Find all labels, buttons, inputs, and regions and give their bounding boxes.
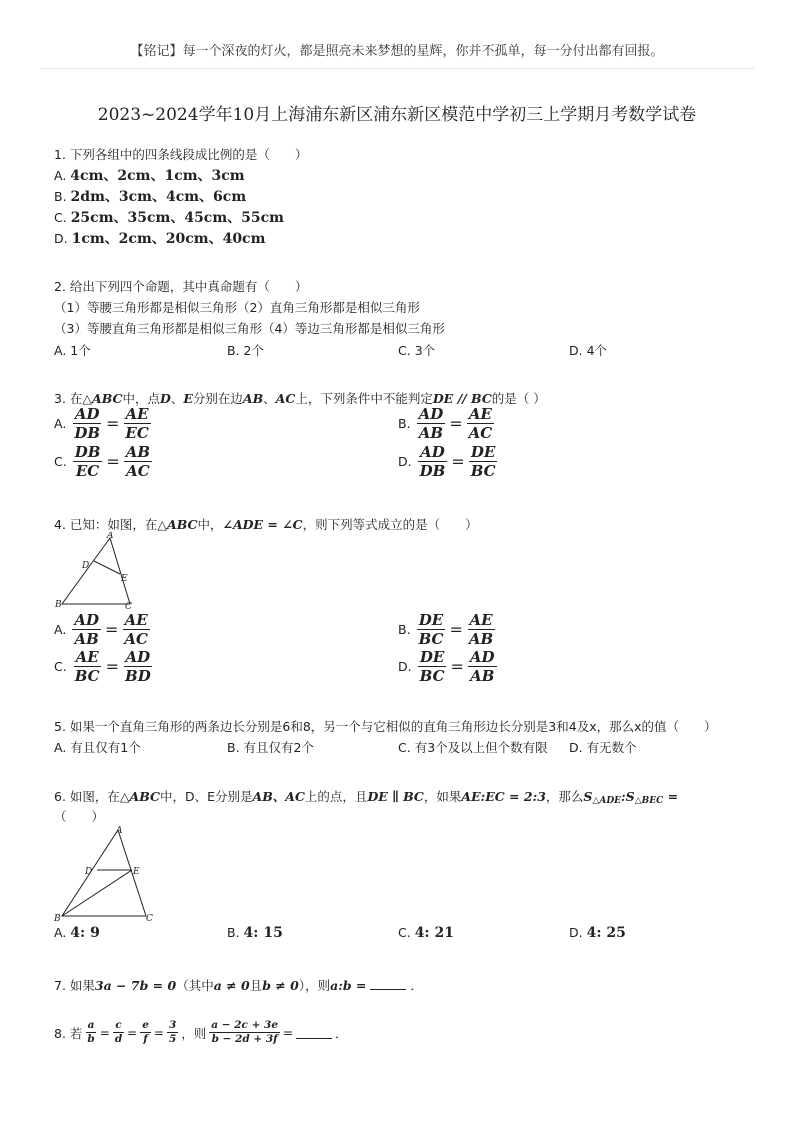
option-label: A.: [54, 343, 67, 358]
equals-sign: =: [127, 1025, 138, 1040]
answer-blank[interactable]: [296, 1027, 332, 1039]
numerator: c: [115, 1019, 122, 1031]
q2-option-a[interactable]: [54, 341, 91, 359]
option-label: C.: [398, 740, 411, 755]
denominator: f: [143, 1033, 148, 1045]
q3-option-c[interactable]: [54, 444, 152, 479]
fraction: [418, 649, 447, 684]
q2-option-c[interactable]: [398, 341, 435, 359]
q6-stem-math: :: [621, 789, 626, 804]
numerator: AD: [418, 405, 444, 423]
q7-stem: [54, 976, 423, 994]
q3-stem-math: E: [183, 391, 193, 406]
q3-stem-math: AB: [242, 391, 264, 406]
header-divider: [40, 68, 754, 69]
q5-stem: 5. 如果一个直角三角形的两条边长分别是6和8，另一个与它相似的直角三角形边长分别是3和4及x，那么x的值（ ）: [54, 719, 717, 734]
option-text: 4: 25: [586, 925, 626, 941]
option-label: D.: [569, 343, 583, 358]
q2-option-d[interactable]: [569, 341, 607, 359]
page-title: 2023~2024学年10月上海浦东新区浦东新区模范中学初三上学期月考数学试卷: [97, 105, 697, 125]
q7-math: a ≠ 0: [213, 978, 250, 993]
q4-triangle-figure: [54, 532, 144, 612]
equals-sign: =: [450, 657, 464, 676]
denominator: BC: [470, 462, 496, 480]
option-text: 4个: [586, 343, 608, 358]
option-label: A.: [54, 168, 67, 183]
vertex-label-b: B: [55, 600, 62, 610]
option-text: 3个: [414, 343, 436, 358]
fraction: [72, 406, 102, 441]
q6-stem-text: 上的点，且: [304, 789, 368, 804]
option-label: A.: [54, 622, 67, 637]
q7-math: a:b =: [330, 978, 367, 993]
segment-de: [94, 561, 120, 574]
q1-option-d[interactable]: [54, 228, 265, 248]
option-label: D.: [569, 925, 583, 940]
denominator: b: [87, 1033, 95, 1045]
denominator: DB: [419, 462, 446, 480]
q4-stem: [54, 515, 478, 533]
numerator: AE: [124, 611, 148, 629]
q6-triangle-figure: [54, 824, 159, 924]
q6-stem-text: ，那么: [545, 789, 584, 804]
denominator: AC: [126, 462, 150, 480]
q3-option-b[interactable]: [398, 406, 494, 441]
fraction: [418, 444, 448, 479]
option-label: D.: [398, 659, 412, 674]
q6-stem-text: 中，D、E分别是: [159, 789, 253, 804]
q6-stem-math: S: [583, 789, 593, 804]
q4-option-b[interactable]: [398, 612, 495, 647]
q2-option-b[interactable]: [227, 341, 264, 359]
numerator: AE: [75, 648, 99, 666]
q2-line-2: （3）等腰直角三角形都是相似三角形（4）等边三角形都是相似三角形: [54, 321, 445, 336]
q5-option-c[interactable]: [398, 738, 548, 756]
vertex-label-a: A: [107, 532, 114, 541]
equals-sign: =: [153, 1025, 164, 1040]
denominator: AC: [124, 630, 148, 648]
q5-option-a[interactable]: [54, 738, 141, 756]
q3-stem-math: DE // BC: [432, 391, 492, 406]
numerator: AD: [125, 648, 151, 666]
option-label: B.: [227, 343, 240, 358]
option-label: C.: [398, 343, 411, 358]
numerator: a: [87, 1019, 95, 1031]
q4-stem-text: ，则下列等式成立的是（ ）: [302, 517, 478, 532]
option-label: B.: [398, 416, 411, 431]
q8-stem: [54, 1020, 348, 1045]
q8-text: 8. 若: [54, 1025, 83, 1041]
equals-sign: =: [105, 657, 120, 676]
vertex-label-c: C: [146, 914, 153, 924]
numerator: e: [142, 1019, 149, 1031]
option-text: 2个: [243, 343, 264, 358]
q6-option-d[interactable]: [569, 925, 626, 941]
numerator: DE: [419, 648, 445, 666]
numerator: AD: [420, 443, 445, 461]
denominator: d: [114, 1033, 123, 1045]
q6-stem: [54, 787, 678, 806]
numerator: 3: [168, 1019, 177, 1031]
option-label: D.: [54, 231, 68, 246]
numerator: AE: [125, 405, 149, 423]
denominator: AC: [468, 424, 493, 442]
header-motto: 【铭记】每一个深夜的灯火，都是照亮未来梦想的星辉，你并不孤单，每一分付出都有回报。: [130, 44, 664, 59]
denominator: AB: [74, 630, 99, 648]
q4-stem-text: 中，: [197, 517, 223, 532]
numerator: DE: [418, 611, 444, 629]
fraction: [113, 1020, 124, 1045]
q4-stem-math: ABC: [167, 517, 198, 532]
option-label: B.: [54, 189, 67, 204]
q6-stem-math: S: [625, 789, 635, 804]
numerator: a − 2c + 3e: [211, 1019, 279, 1031]
vertex-label-c: C: [125, 602, 132, 612]
q6-option-a[interactable]: [54, 925, 100, 941]
option-text: 4cm、2cm、1cm、3cm: [70, 168, 245, 184]
q3-option-a[interactable]: [54, 406, 151, 441]
option-text: 4: 21: [414, 925, 454, 941]
q4-stem-text: 4. 已知：如图，在△: [54, 517, 168, 532]
q4-option-d[interactable]: [398, 649, 497, 684]
fraction: [167, 1020, 178, 1045]
numerator: AD: [469, 648, 495, 666]
denominator: AB: [470, 667, 495, 685]
denominator: EC: [125, 424, 149, 442]
triangle-abc: [62, 538, 130, 604]
denominator: BC: [419, 667, 445, 685]
q3-stem-math: ABC: [92, 391, 123, 406]
equals-sign: =: [104, 620, 119, 639]
q3-stem-text: 上，下列条件中不能判定: [295, 391, 433, 406]
q7-text: （其中: [176, 978, 214, 993]
denominator: AB: [418, 424, 444, 442]
numerator: AD: [74, 611, 99, 629]
q1-option-c[interactable]: [54, 207, 284, 227]
q3-stem-text: 、: [170, 391, 184, 406]
point-label-e: E: [133, 867, 140, 877]
numerator: AE: [469, 611, 493, 629]
fraction: [124, 444, 152, 479]
point-label-e: E: [121, 574, 128, 584]
option-label: A.: [54, 740, 67, 755]
q5-option-d[interactable]: [569, 738, 637, 756]
option-label: C.: [54, 659, 67, 674]
equals-sign: =: [106, 452, 120, 471]
option-label: D.: [398, 454, 412, 469]
q3-stem-math: D: [159, 391, 171, 406]
q2-stem: 2. 给出下列四个命题，其中真命题有（ ）: [54, 279, 308, 294]
equals-sign: =: [106, 414, 120, 433]
fraction: [140, 1020, 151, 1045]
equals-sign: =: [451, 452, 465, 471]
q3-stem-text: 分别在边: [192, 391, 243, 406]
q3-stem-text: 3. 在△: [54, 391, 93, 406]
denominator: BC: [418, 630, 444, 648]
option-label: C.: [54, 210, 67, 225]
q1-stem: 1. 下列各组中的四条线段成比例的是（ ）: [54, 147, 308, 162]
option-text: 1cm、2cm、20cm、40cm: [71, 231, 266, 247]
q7-text: 且: [249, 978, 263, 993]
option-label: B.: [227, 740, 240, 755]
option-label: C.: [54, 454, 67, 469]
q3-stem-math: AC: [275, 391, 296, 406]
fraction: [209, 1020, 280, 1045]
fraction: [468, 649, 497, 684]
q6-stem-math: △BEC: [634, 796, 664, 806]
numerator: AE: [468, 405, 492, 423]
fraction: [467, 612, 495, 647]
option-label: B.: [398, 622, 411, 637]
numerator: DE: [470, 443, 496, 461]
q6-option-b[interactable]: [227, 925, 283, 941]
q4-option-c[interactable]: [54, 649, 153, 684]
segment-be: [62, 870, 132, 916]
fraction: [417, 612, 446, 647]
denominator: DB: [74, 424, 100, 442]
numerator: DB: [74, 443, 101, 461]
option-text: 有无数个: [586, 740, 637, 755]
q7-text: ），则: [298, 978, 331, 993]
q8-text: ，则: [181, 1025, 207, 1041]
fraction: [469, 444, 498, 479]
q6-stem-math: AE:EC = 2:3: [461, 789, 546, 804]
fraction: [123, 649, 153, 684]
option-label: D.: [569, 740, 583, 755]
q7-text: ．: [410, 978, 423, 993]
q3-stem-text: 的是（ ）: [491, 391, 546, 406]
denominator: AB: [468, 630, 494, 648]
q4-stem-math: ∠ADE = ∠C: [222, 517, 303, 532]
q6-stem-math: AB、AC: [252, 789, 305, 804]
option-text: 有且仅有1个: [70, 740, 141, 755]
q1-option-b[interactable]: [54, 186, 246, 206]
option-text: 有3个及以上但个数有限: [414, 740, 548, 755]
option-text: 有且仅有2个: [243, 740, 314, 755]
q6-stem-math: =: [663, 789, 679, 804]
numerator: AB: [125, 443, 151, 461]
option-text: 25cm、35cm、45cm、55cm: [70, 210, 284, 226]
q6-stem-math: △ADE: [592, 796, 622, 806]
fraction: [72, 612, 101, 647]
denominator: BC: [74, 667, 100, 685]
equals-sign: =: [449, 620, 463, 639]
q5-option-b[interactable]: [227, 738, 314, 756]
option-text: 2dm、3cm、4cm、6cm: [70, 189, 247, 205]
q6-stem-text: 6. 如图，在△: [54, 789, 130, 804]
point-label-d: D: [82, 561, 90, 571]
option-label: B.: [227, 925, 240, 940]
equals-sign: =: [99, 1025, 110, 1040]
q6-option-c[interactable]: [398, 925, 454, 941]
option-label: A.: [54, 925, 67, 940]
numerator: AD: [74, 405, 100, 423]
q4-option-a[interactable]: [54, 612, 150, 647]
denominator: 5: [168, 1033, 177, 1045]
q2-line-1: （1）等腰三角形都是相似三角形（2）直角三角形都是相似三角形: [54, 300, 420, 315]
q6-stem-text: ，如果: [423, 789, 462, 804]
q3-stem-text: 中，点: [122, 391, 160, 406]
q1-option-a[interactable]: [54, 165, 245, 185]
option-text: 4: 15: [243, 925, 283, 941]
denominator: BD: [125, 667, 151, 685]
option-text: 4: 9: [70, 925, 100, 941]
q7-math: b ≠ 0: [262, 978, 299, 993]
fraction: [123, 406, 150, 441]
option-label: A.: [54, 416, 67, 431]
equals-sign: =: [283, 1025, 294, 1040]
denominator: EC: [75, 462, 100, 480]
q7-text: 7. 如果: [54, 978, 95, 993]
point-label-d: D: [85, 867, 93, 877]
q8-text: ．: [335, 1025, 348, 1041]
fraction: [73, 444, 103, 479]
fraction: [85, 1020, 96, 1045]
answer-blank[interactable]: [370, 978, 406, 990]
denominator: b − 2d + 3f: [211, 1033, 278, 1045]
q6-stem-line-2: （ ）: [54, 809, 105, 824]
fraction: [417, 406, 446, 441]
q3-option-d[interactable]: [398, 444, 498, 479]
q6-stem-math: DE ∥ BC: [367, 789, 424, 804]
q7-math: 3a − 7b = 0: [94, 978, 177, 993]
option-text: 1个: [70, 343, 91, 358]
option-label: C.: [398, 925, 411, 940]
fraction: [122, 612, 150, 647]
fraction: [73, 649, 102, 684]
vertex-label-a: A: [116, 826, 123, 836]
equals-sign: =: [449, 414, 463, 433]
q6-stem-math: ABC: [129, 789, 160, 804]
q3-stem-text: 、: [263, 391, 276, 406]
fraction: [467, 406, 495, 441]
vertex-label-b: B: [54, 914, 61, 924]
